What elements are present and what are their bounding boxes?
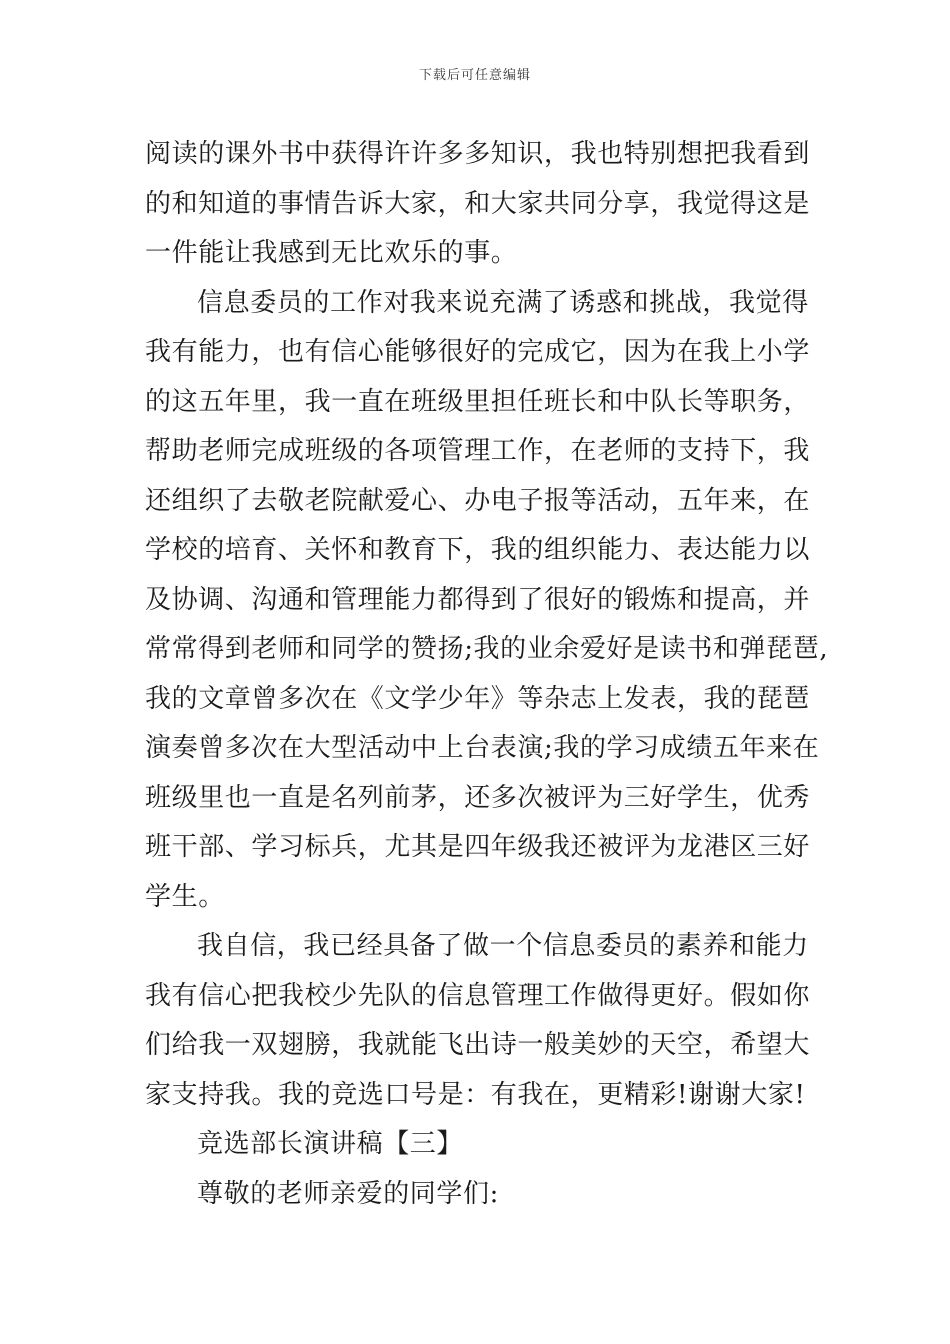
paragraph-start-line: 我自信，我已经具备了做一个信息委员的素养和能力	[197, 931, 809, 961]
salutation-line: 尊敬的老师亲爱的同学们:	[197, 1178, 499, 1209]
text-line: 学生。	[145, 881, 225, 912]
text-line: 们给我一双翅膀，我就能飞出诗一般美妙的天空，希望大	[145, 1030, 811, 1060]
text-line: 演奏曾多次在大型活动中上台表演;我的学习成绩五年来在	[145, 733, 820, 763]
text-line: 的这五年里，我一直在班级里担任班长和中队长等职务，	[145, 386, 811, 417]
text-line: 我的文章曾多次在《文学少年》等杂志上发表，我的琵琶	[145, 683, 811, 714]
text-line: 学校的培育、关怀和教育下，我的组织能力、表达能力以	[145, 535, 811, 565]
text-line: 我有能力，也有信心能够很好的完成它，因为在我上小学	[145, 337, 811, 367]
paragraph-start-line: 信息委员的工作对我来说充满了诱惑和挑战，我觉得	[197, 287, 809, 318]
text-line: 常常得到老师和同学的赞扬;我的业余爱好是读书和弹琵琶,	[145, 634, 829, 664]
text-line: 帮助老师完成班级的各项管理工作，在老师的支持下，我	[145, 436, 811, 466]
section-heading: 竞选部长演讲稿【三】	[197, 1129, 464, 1159]
text-line: 阅读的课外书中获得许许多多知识，我也特别想把我看到	[145, 139, 811, 169]
text-line: 还组织了去敬老院献爱心、办电子报等活动，五年来，在	[145, 485, 811, 516]
header-note: 下载后可任意编辑	[418, 68, 531, 83]
text-line: 的和知道的事情告诉大家，和大家共同分享，我觉得这是	[145, 188, 811, 219]
text-line: 我有信心把我校少先队的信息管理工作做得更好。假如你	[145, 980, 811, 1011]
text-line: 家支持我。我的竞选口号是：有我在，更精彩!谢谢大家!	[145, 1079, 806, 1110]
text-line: 一件能让我感到无比欢乐的事。	[145, 238, 518, 268]
text-line: 班干部、学习标兵，尤其是四年级我还被评为龙港区三好	[145, 832, 811, 862]
text-line: 班级里也一直是名列前茅，还多次被评为三好学生，优秀	[145, 782, 811, 813]
text-line: 及协调、沟通和管理能力都得到了很好的锻炼和提高，并	[145, 584, 811, 615]
document-body	[145, 130, 829, 1219]
